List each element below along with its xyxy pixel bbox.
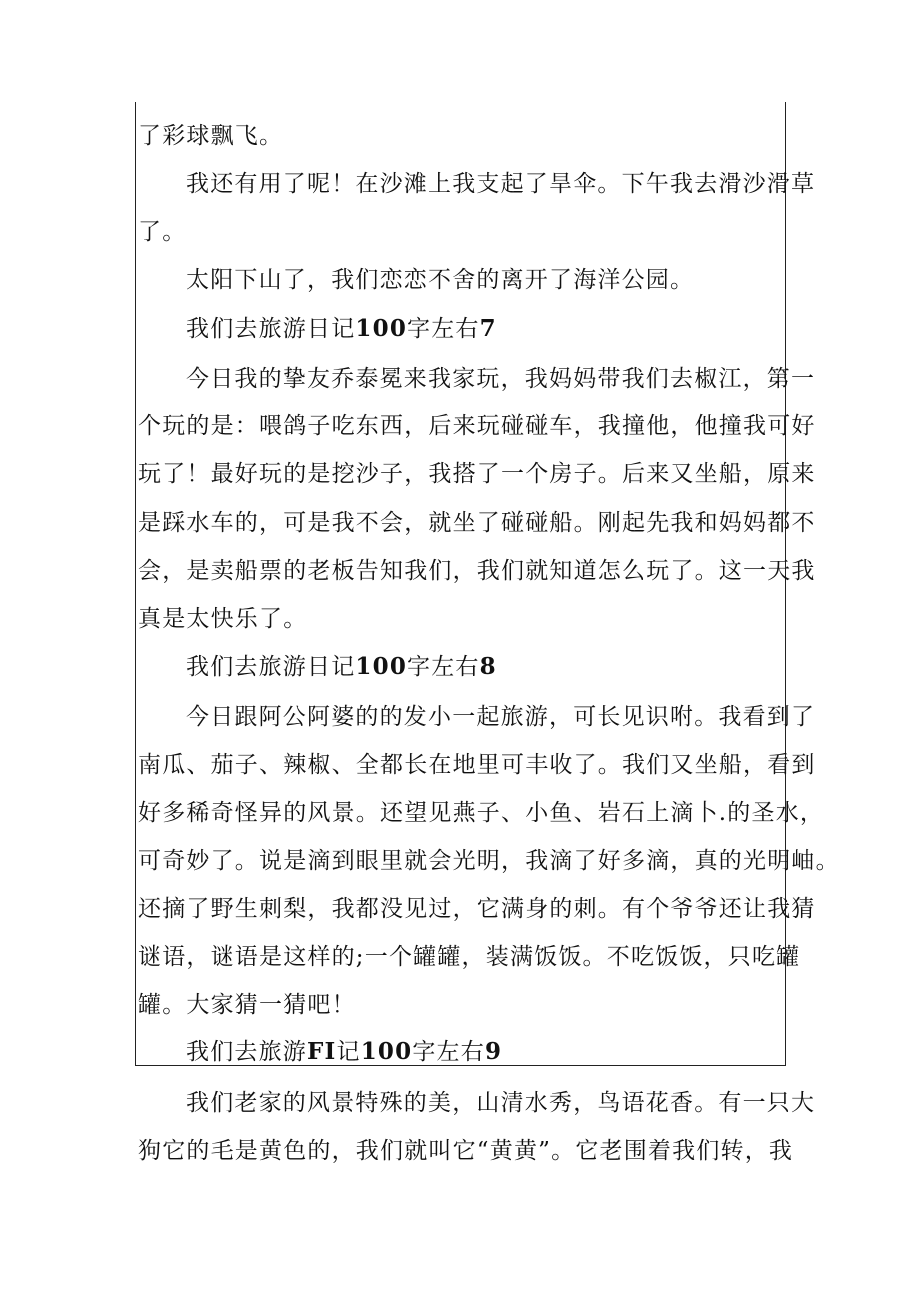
heading-suffix: 字左右: [407, 316, 480, 342]
text-line: 了。: [138, 219, 187, 245]
heading-bold-part: FI: [307, 1038, 337, 1065]
text-line: 玩了！最好玩的是挖沙子，我搭了一个房子。后来又坐船，原来: [138, 461, 816, 487]
text-line: 还摘了野生刺梨，我都没见过，它满身的刺。有个爷爷还让我猜: [138, 896, 816, 922]
text-line: 真是太快乐了。: [138, 606, 308, 632]
text-line: 狗它的毛是黄色的，我们就叫它“黄黄”。它老围着我们转，我: [138, 1138, 794, 1164]
section-heading: [186, 313, 497, 345]
text-line: 谜语，谜语是这样的;一个罐罐，装满饭饭。不吃饭饭，只吃罐: [138, 944, 801, 970]
text-line: 罐。大家猜一猜吧！: [138, 992, 356, 1018]
text-line: 是踩水车的，可是我不会，就坐了碰碰船。刚起先我和妈妈都不: [138, 510, 816, 536]
text-line: 个玩的是：喂鸽子吃东西，后来玩碰碰车，我撞他，他撞我可好: [138, 413, 816, 439]
heading-number: 100: [355, 653, 408, 680]
heading-prefix: 我们去旅游日记: [186, 654, 356, 680]
text-line: 好多稀奇怪异的风景。还望见燕子、小鱼、岩石上滴卜.的圣水，: [138, 800, 825, 826]
text-line: 会，是卖船票的老板告知我们，我们就知道怎么玩了。这一天我: [138, 558, 816, 584]
heading-number: 100: [355, 315, 408, 342]
text-line: 今日我的挚友乔泰冕来我家玩，我妈妈带我们去椒江，第一: [186, 366, 816, 392]
text-line: 我们老家的风景特殊的美，山清水秀，鸟语花香。有一只大: [186, 1090, 816, 1116]
section-heading: [186, 1036, 502, 1068]
heading-number: 100: [360, 1038, 413, 1065]
heading-index: 8: [479, 653, 497, 680]
text-line: 了彩球飘飞。: [138, 123, 284, 149]
heading-index: 7: [479, 315, 497, 342]
text-line: 今日跟阿公阿婆的的发小一起旅游，可长见识咐。我看到了: [186, 704, 816, 730]
text-line: 我还有用了呢！在沙滩上我支起了旱伞。下午我去滑沙滑草: [186, 171, 816, 197]
section-heading: [186, 651, 497, 683]
heading-suffix: 字左右: [412, 1039, 485, 1065]
heading-suffix: 字左右: [407, 654, 480, 680]
heading-prefix: 我们去旅游日记: [186, 316, 356, 342]
text-line: 可奇妙了。说是滴到眼里就会光明，我滴了好多滴，真的光明岫。: [138, 848, 840, 874]
text-line: 太阳下山了，我们恋恋不舍的离开了海洋公园。: [186, 267, 695, 293]
heading-index: 9: [484, 1038, 503, 1065]
text-line: 南瓜、茄子、辣椒、全都长在地里可丰收了。我们又坐船，看到: [138, 752, 816, 778]
heading-prefix: 我们去旅游: [186, 1039, 307, 1065]
heading-mid: 记: [336, 1039, 361, 1065]
